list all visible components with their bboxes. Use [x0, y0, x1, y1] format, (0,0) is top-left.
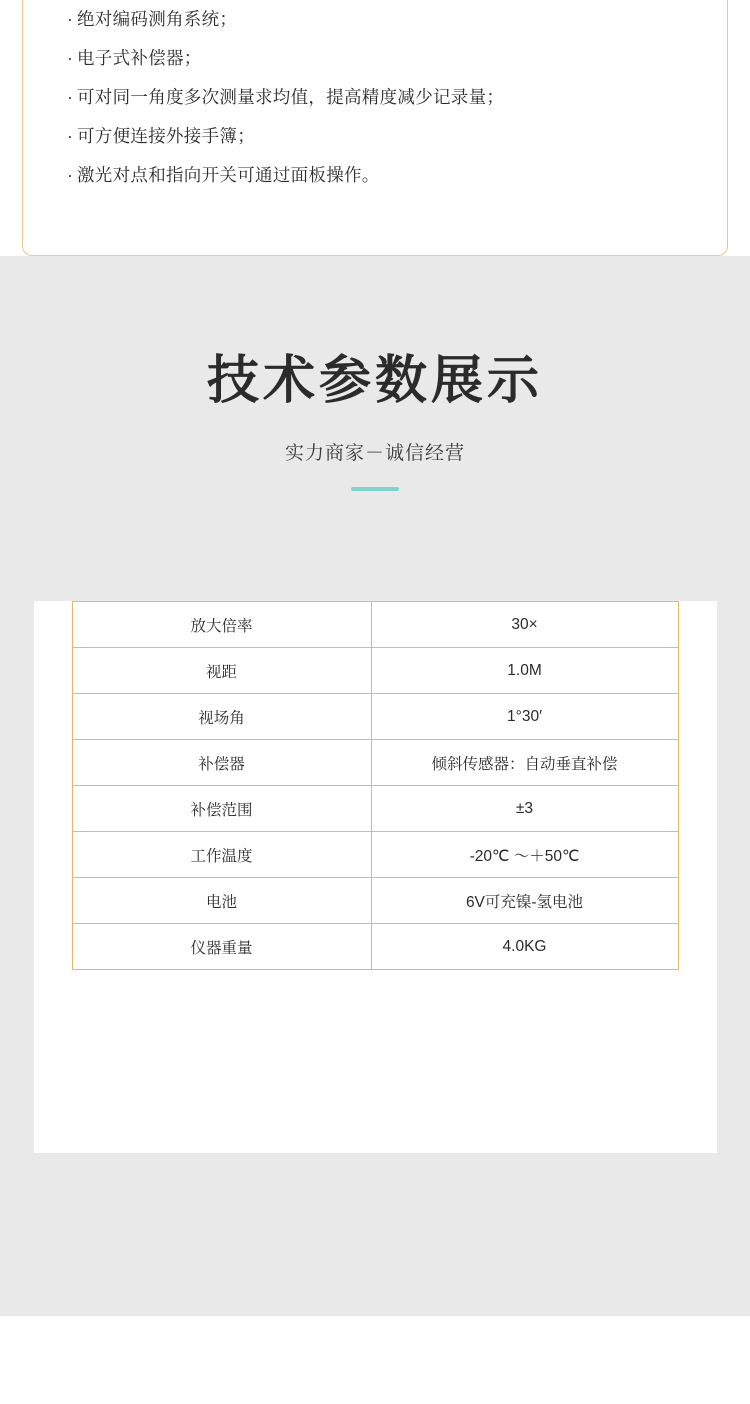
table-cell-value: 1°30′ [371, 694, 678, 740]
table-cell-value: -20℃ ～＋50℃ [371, 832, 678, 878]
table-cell-label: 视距 [72, 648, 371, 694]
page-title: 技术参数展示 [206, 352, 543, 410]
table-cell-value: ±3 [371, 786, 678, 832]
bullet-icon: · [67, 9, 74, 29]
table-cell-label: 放大倍率 [72, 602, 371, 648]
table-row [72, 878, 678, 924]
bullet-icon: · [67, 165, 74, 185]
bullet-icon: · [67, 48, 74, 68]
bullet-icon: · [67, 87, 74, 107]
list-item-label: 绝对编码测角系统； [77, 9, 238, 29]
list-item-label: 可方便连接外接手簿； [77, 126, 255, 146]
list-item-label: 电子式补偿器； [77, 48, 202, 68]
list-item-label: 激光对点和指向开关可通过面板操作。 [77, 165, 380, 185]
table-row [72, 924, 678, 970]
table-cell-label: 补偿器 [72, 740, 371, 786]
table-cell-value: 6V可充镍-氢电池 [371, 878, 678, 924]
table-cell-value: 30× [371, 602, 678, 648]
table-cell-label: 电池 [72, 878, 371, 924]
table-row [72, 602, 678, 648]
list-item [23, 117, 727, 156]
features-section [0, 0, 750, 256]
table-row [72, 832, 678, 878]
table-cell-label: 工作温度 [72, 832, 371, 878]
spec-card [34, 601, 717, 1153]
table-row [72, 648, 678, 694]
title-divider [351, 487, 399, 491]
table-cell-label: 仪器重量 [72, 924, 371, 970]
list-item [23, 0, 727, 39]
page-subtitle: 实力商家－诚信经营 [284, 443, 465, 464]
table-cell-label: 补偿范围 [72, 786, 371, 832]
list-item [23, 78, 727, 117]
list-item-label: 可对同一角度多次测量求均值，提高精度减少记录量； [77, 87, 505, 107]
table-cell-label: 视场角 [72, 694, 371, 740]
table-cell-value: 倾斜传感器：自动垂直补偿 [371, 740, 678, 786]
table-row [72, 694, 678, 740]
bullet-icon: · [67, 126, 74, 146]
table-row [72, 740, 678, 786]
table-cell-value: 1.0M [371, 648, 678, 694]
list-item [23, 156, 727, 195]
table-row [72, 786, 678, 832]
features-card [22, 0, 728, 256]
list-item [23, 39, 727, 78]
table-cell-value: 4.0KG [371, 924, 678, 970]
spec-table [72, 601, 679, 970]
spec-section [0, 256, 750, 1316]
